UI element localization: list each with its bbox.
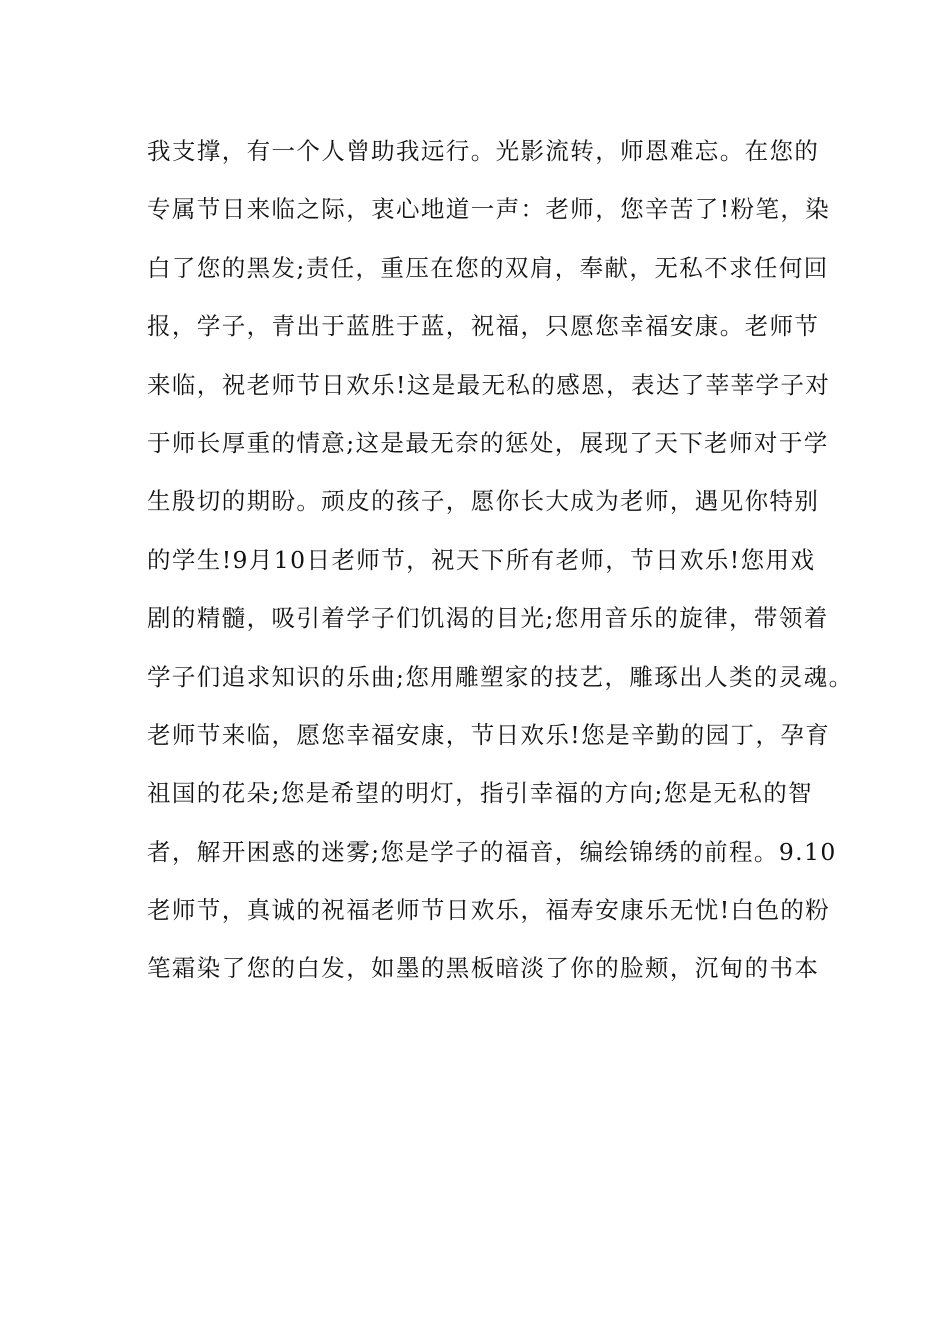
text-line: 于师长厚重的情意;这是最无奈的惩处，展现了天下老师对于学: [147, 428, 829, 457]
text-line: 报，学子，青出于蓝胜于蓝，祝福，只愿您幸福安康。老师节: [147, 312, 820, 341]
text-line: 者，解开困惑的迷雾;您是学子的福音，编绘锦绣的前程。9.10: [147, 837, 837, 866]
text-line: 学子们追求知识的乐曲;您用雕塑家的技艺，雕琢出人类的灵魂。: [147, 662, 854, 691]
text-line: 笔霜染了您的白发，如墨的黑板暗淡了你的脸颊，沉甸的书本: [147, 954, 820, 983]
text-line: 白了您的黑发;责任，重压在您的双肩，奉献，无私不求任何回: [147, 253, 829, 282]
text-line: 我支撑，有一个人曾助我远行。光影流转，师恩难忘。在您的: [147, 137, 820, 165]
text-line: 来临，祝老师节日欢乐!这是最无私的感恩，表达了莘莘学子对: [147, 370, 831, 399]
text-line: 老师节来临，愿您幸福安康，节日欢乐!您是辛勤的园丁，孕育: [147, 720, 831, 749]
text-line: 剧的精髓，吸引着学子们饥渴的目光;您用音乐的旋律，带领着: [147, 604, 829, 633]
text-line: 老师节，真诚的祝福老师节日欢乐，福寿安康乐无忧!白色的粉: [147, 896, 831, 925]
text-line: 生殷切的期盼。顽皮的孩子，愿你长大成为老师，遇见你特别: [147, 487, 820, 516]
text-line: 专属节日来临之际，衷心地道一声：老师，您辛苦了!粉笔，染: [147, 195, 831, 224]
text-line: 的学生!9月10日老师节，祝天下所有老师，节日欢乐!您用戏: [147, 545, 816, 574]
text-line: 祖国的花朵;您是希望的明灯，指引幸福的方向;您是无私的智: [147, 779, 814, 808]
body-text: [147, 128, 854, 1004]
